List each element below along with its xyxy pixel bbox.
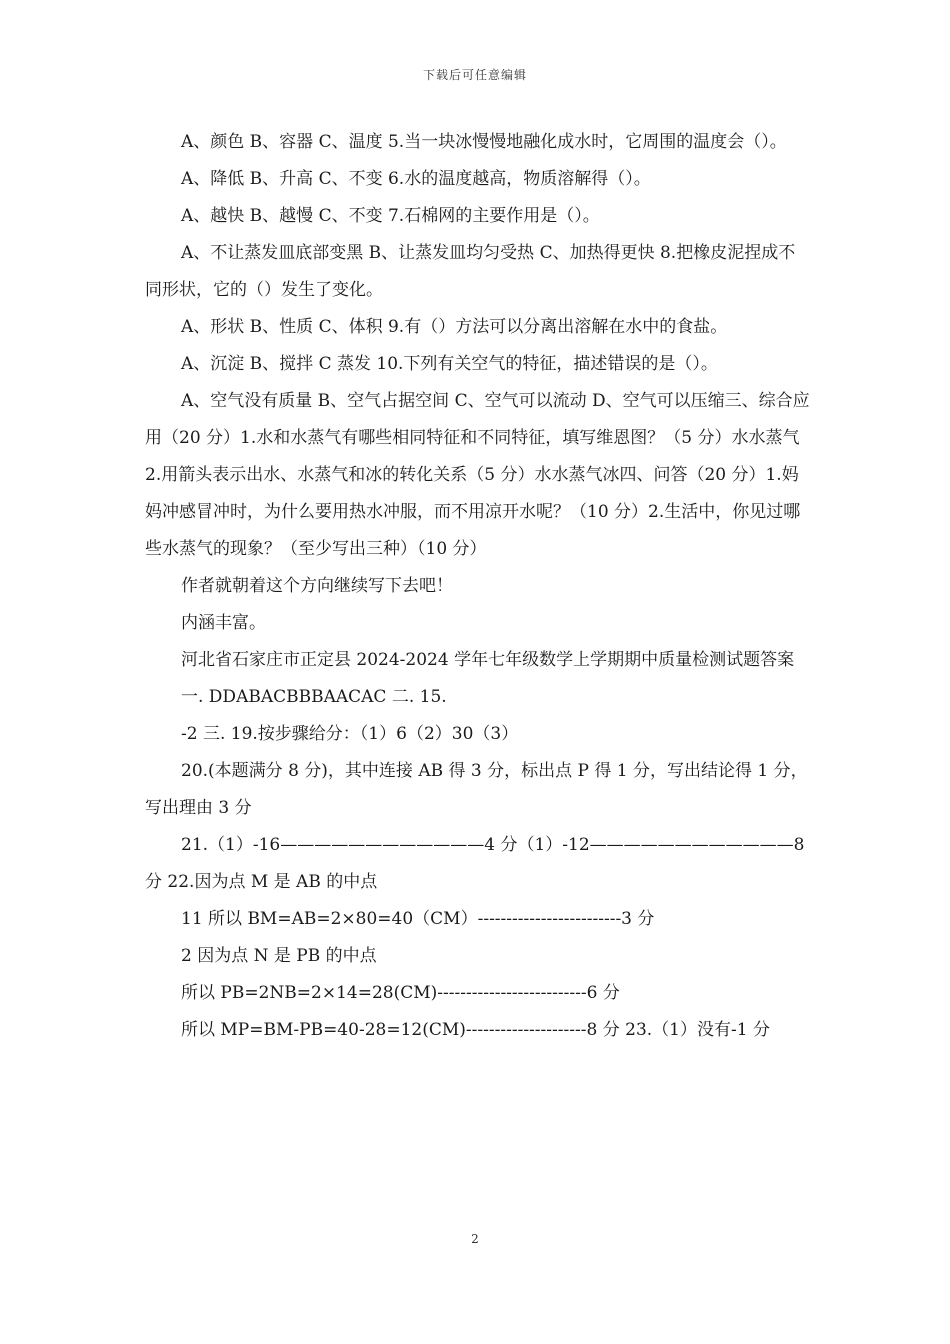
paragraph: 11 所以 BM=AB=2×80=40（CM）-------------------------3 分 xyxy=(181,909,655,929)
paragraph: 一. DDABACBBBAACAC 二. 15. xyxy=(181,687,447,707)
paragraph: 作者就朝着这个方向继续写下去吧！ xyxy=(181,576,453,596)
paragraph: 21.（1）-16————————————4 分（1）-12————————————8 分 22.因为点 M 是 AB 的中点 xyxy=(145,835,805,892)
page-number: 2 xyxy=(471,1232,479,1246)
paragraph: A、空气没有质量 B、空气占据空间 C、空气可以流动 D、空气可以压缩三、综合应用（20 分）1.水和水蒸气有哪些相同特征和不同特征，填写维恩图？（5 分）水水蒸气 2.用箭头表示出水、水蒸气和冰的转化关系（5 分）水水蒸气冰四、问答（20 分）1.妈妈冲感冒冲时，为什么要用热水冲服，而不用凉开水呢？（10 分）2.生活中，你见过哪些水蒸气的现象？（至少写出三种）（10 分） xyxy=(145,391,810,559)
paragraph: A、形状 B、性质 C、体积 9.有（）方法可以分离出溶解在水中的食盐。 xyxy=(181,317,728,337)
paragraph: 所以 MP=BM-PB=40-28=12(CM)---------------------8 分 23.（1）没有-1 分 xyxy=(181,1020,770,1040)
paragraph: -2 三. 19.按步骤给分：（1）6（2）30（3） xyxy=(181,724,519,744)
page-header: 下载后可任意编辑 xyxy=(422,68,527,82)
paragraph: 20.(本题满分 8 分)，其中连接 AB 得 3 分，标出点 P 得 1 分，写出结论得 1 分，写出理由 3 分 xyxy=(145,761,808,818)
paragraph: A、颜色 B、容器 C、温度 5.当一块冰慢慢地融化成水时，它周围的温度会（）。 xyxy=(181,132,787,152)
document-body xyxy=(145,124,810,1049)
paragraph: 所以 PB=2NB=2×14=28(CM)--------------------------6 分 xyxy=(181,983,620,1003)
paragraph: 内涵丰富。 xyxy=(181,613,266,633)
answer-key-title: 河北省石家庄市正定县 2024-2024 学年七年级数学上学期期中质量检测试题答案 xyxy=(181,650,795,670)
paragraph: A、降低 B、升高 C、不变 6.水的温度越高，物质溶解得（）。 xyxy=(181,169,651,189)
paragraph: A、不让蒸发皿底部变黑 B、让蒸发皿均匀受热 C、加热得更快 8.把橡皮泥捏成不同形状，它的（）发生了变化。 xyxy=(145,243,796,300)
paragraph: 2 因为点 N 是 PB 的中点 xyxy=(181,946,377,966)
paragraph: A、沉淀 B、搅拌 C 蒸发 10.下列有关空气的特征，描述错误的是（）。 xyxy=(181,354,718,374)
paragraph: A、越快 B、越慢 C、不变 7.石棉网的主要作用是（）。 xyxy=(181,206,600,226)
